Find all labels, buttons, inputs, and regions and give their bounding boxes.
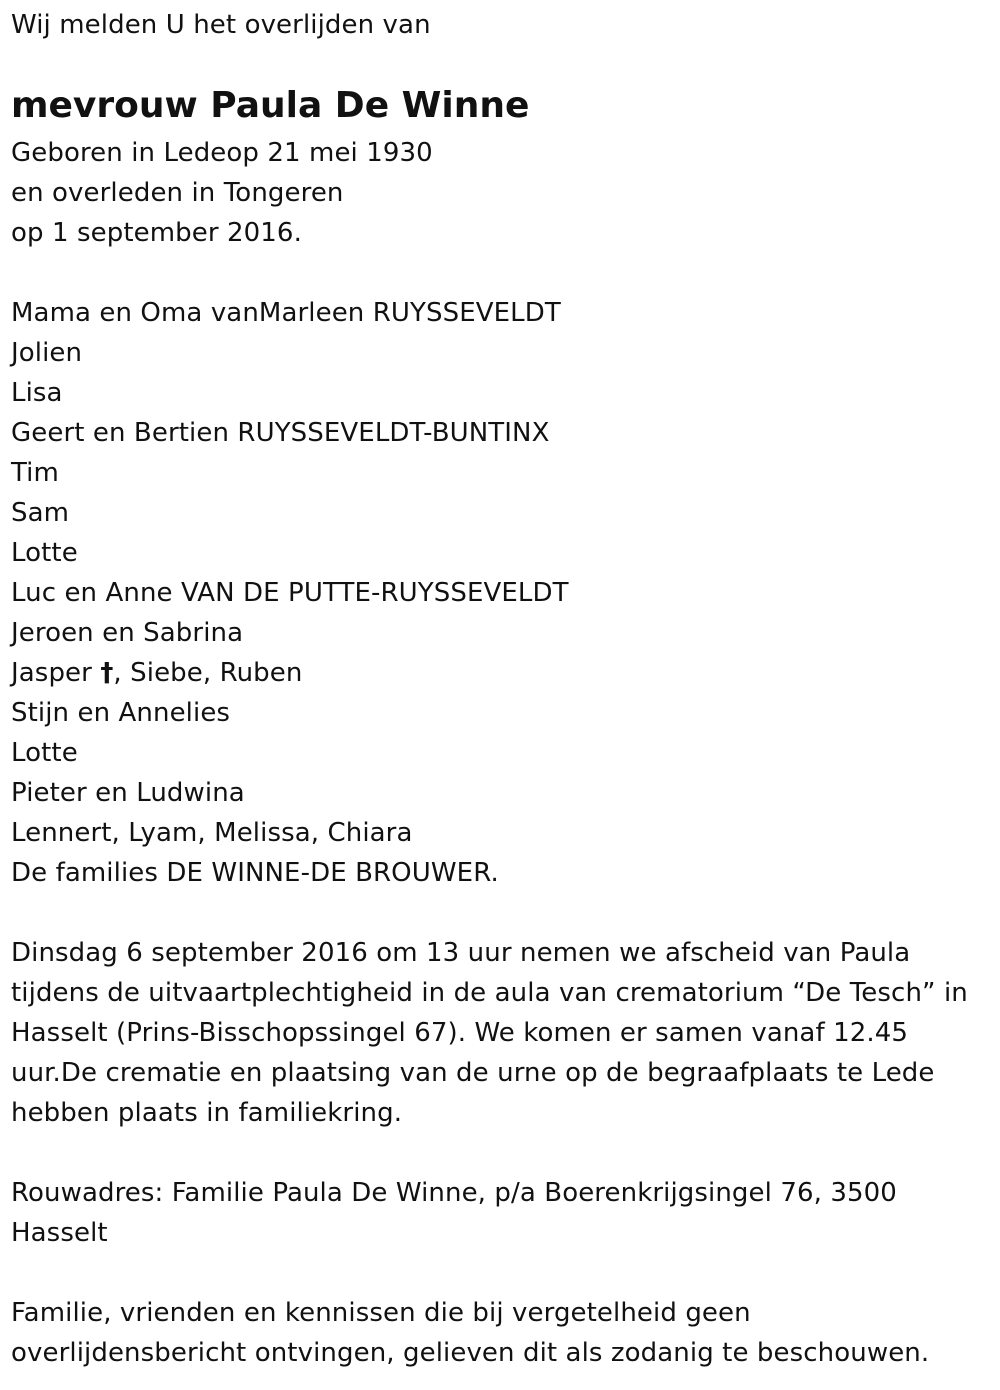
ceremony-line: uur.De crematie en plaatsing van de urne op de begraafplaats te Lede xyxy=(11,1058,935,1088)
ceremony-line: Hasselt (Prins-Bisschopssingel 67). We komen er samen vanaf 12.45 xyxy=(11,1018,909,1048)
notice-line: Familie, vrienden en kennissen die bij vergetelheid geen xyxy=(11,1298,751,1328)
closing-notice xyxy=(11,1293,986,1373)
death-place-line: en overleden in Tongeren xyxy=(11,178,344,208)
family-line: Lotte xyxy=(11,738,78,768)
notice-line: overlijdensbericht ontvingen, gelieven dit als zodanig te beschouwen. xyxy=(11,1338,930,1368)
family-line-with-cross xyxy=(11,653,569,693)
family-list xyxy=(11,293,569,893)
mourning-address xyxy=(11,1173,986,1253)
family-line: Luc en Anne VAN DE PUTTE-RUYSSEVELDT xyxy=(11,578,569,608)
birth-death-details xyxy=(11,133,433,253)
ceremony-line: hebben plaats in familiekring. xyxy=(11,1098,403,1128)
family-line: De families DE WINNE-DE BROUWER. xyxy=(11,858,499,888)
ceremony-line: Dinsdag 6 september 2016 om 13 uur nemen we afscheid van Paula xyxy=(11,938,911,968)
deceased-name: mevrouw Paula De Winne xyxy=(11,85,530,126)
family-line: Pieter en Ludwina xyxy=(11,778,245,808)
family-line: Stijn en Annelies xyxy=(11,698,231,728)
siblings-names: , Siebe, Ruben xyxy=(113,658,303,688)
family-line: Lotte xyxy=(11,538,78,568)
family-line: Jeroen en Sabrina xyxy=(11,618,244,648)
family-line: Jolien xyxy=(11,338,83,368)
ceremony-line: tijdens de uitvaartplechtigheid in de aula van crematorium “De Tesch” in xyxy=(11,978,968,1008)
address-line: Hasselt xyxy=(11,1218,108,1248)
family-line: Sam xyxy=(11,498,70,528)
birth-line: Geboren in Ledeop 21 mei 1930 xyxy=(11,138,433,168)
address-line: Rouwadres: Familie Paula De Winne, p/a Boerenkrijgsingel 76, 3500 xyxy=(11,1178,897,1208)
jasper-name: Jasper xyxy=(11,658,101,688)
family-line: Mama en Oma vanMarleen RUYSSEVELDT xyxy=(11,298,561,328)
family-line: Tim xyxy=(11,458,59,488)
family-line: Lennert, Lyam, Melissa, Chiara xyxy=(11,818,413,848)
family-line: Lisa xyxy=(11,378,63,408)
ceremony-paragraph xyxy=(11,933,986,1133)
cross-icon: † xyxy=(100,658,114,688)
death-date-line: op 1 september 2016. xyxy=(11,218,302,248)
intro-text: Wij melden U het overlijden van xyxy=(11,10,431,40)
family-line: Geert en Bertien RUYSSEVELDT-BUNTINX xyxy=(11,418,550,448)
